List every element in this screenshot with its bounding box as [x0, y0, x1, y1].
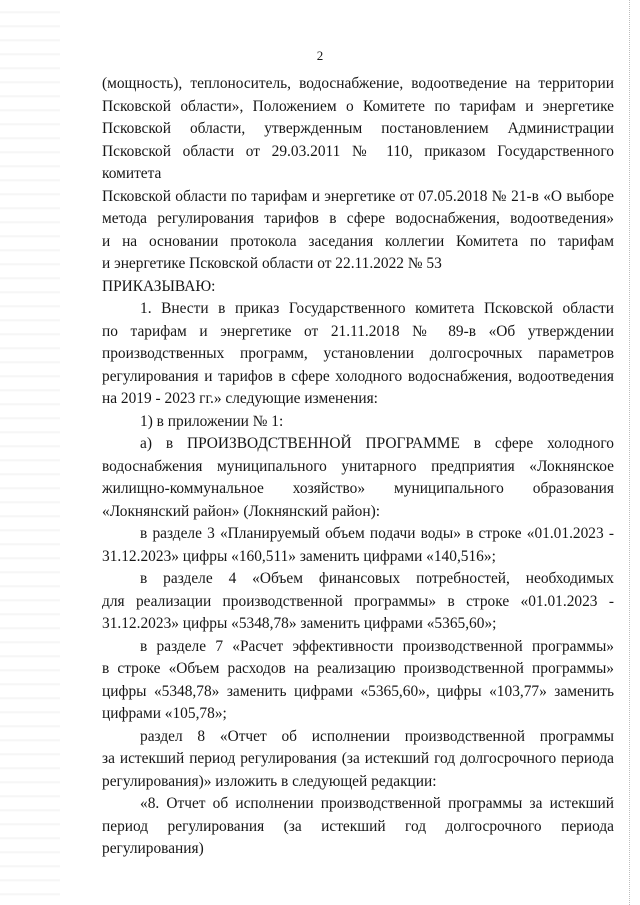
text-line: цифрами «105,78»; [102, 705, 227, 722]
document-body [102, 73, 614, 861]
scan-right-edge [629, 0, 640, 905]
text-line: регулирования)» изложить в следующей редакции: [102, 772, 437, 790]
text-line: «Локнянский район» (Локнянский район): [102, 502, 380, 520]
text-line: 1) в приложении № 1: [140, 412, 284, 430]
scan-left-edge-noise [0, 0, 60, 905]
text-line: на 2019 - 2023 гг.» следующие изменения: [102, 390, 378, 407]
text-line: и энергетике Псковской области от 22.11.2022 № 53 [102, 255, 442, 272]
text-line: водоснабжения муниципального унитарного предприятия «Локнянское [102, 457, 614, 475]
text-line: Псковской области, утвержденным постановлением Администрации [102, 120, 614, 137]
text-line: 31.12.2023» цифры «160,511» заменить цифрами «140,516»; [102, 547, 496, 565]
text-line: 31.12.2023» цифры «5348,78» заменить цифрами «5365,60»; [102, 615, 497, 632]
text-line: и на основании протокола заседания коллегии Комитета по тарифам [102, 232, 614, 250]
page-number: 2 [316, 48, 324, 63]
text-line: «8. Отчет об исполнении производственной программы за истекший [140, 795, 614, 812]
text-line: в разделе 4 «Объем финансовых потребностей, необходимых [140, 570, 614, 587]
text-line: в разделе 3 «Планируемый объем подачи воды» в строке «01.01.2023 - [140, 525, 614, 542]
text-line: раздел 8 «Отчет об исполнении производственной программы [140, 727, 614, 745]
text-line: Псковской области по тарифам и энергетике от 07.05.2018 № 21-в «О выборе [102, 187, 614, 205]
text-line: в строке «Объем расходов на реализацию производственной программы» [102, 660, 614, 677]
text-line: Псковской области от 29.03.2011 № 110, приказом Государственного комитета [102, 142, 614, 182]
text-line: а) в ПРОИЗВОДСТВЕННОЙ ПРОГРАММЕ в сфере холодного [140, 435, 614, 452]
text-line: производственных программ, установлении долгосрочных параметров [102, 345, 614, 362]
text-line: по тарифам и энергетике от 21.11.2018 № 89-в «Об утверждении [102, 322, 614, 340]
text-line: период регулирования (за истекший год долгосрочного периода [102, 817, 614, 835]
text-line: за истекший период регулирования (за истекший год долгосрочного периода [102, 750, 614, 767]
text-line: регулирования) [102, 840, 204, 857]
text-line: цифры «5348,78» заменить цифрами «5365,60», цифры «103,77» заменить [102, 682, 614, 700]
text-line: Псковской области», Положением о Комитете по тарифам и энергетике [102, 97, 614, 115]
text-line: 1. Внести в приказ Государственного комитета Псковской области [140, 300, 614, 317]
text-line: регулирования и тарифов в сфере холодного водоснабжения, водоотведения [102, 367, 614, 385]
text-line: в разделе 7 «Расчет эффективности производственной программы» [140, 637, 614, 655]
text-line: жилищно-коммунальное хозяйство» муниципального образования [102, 480, 614, 497]
text-line: метода регулирования тарифов в сфере водоснабжения, водоотведения» [102, 210, 614, 227]
text-line: для реализации производственной программы» в строке «01.01.2023 - [102, 592, 614, 610]
text-line: ПРИКАЗЫВАЮ: [102, 277, 216, 295]
text-line: (мощность), теплоноситель, водоснабжение, водоотведение на территории [102, 75, 614, 92]
